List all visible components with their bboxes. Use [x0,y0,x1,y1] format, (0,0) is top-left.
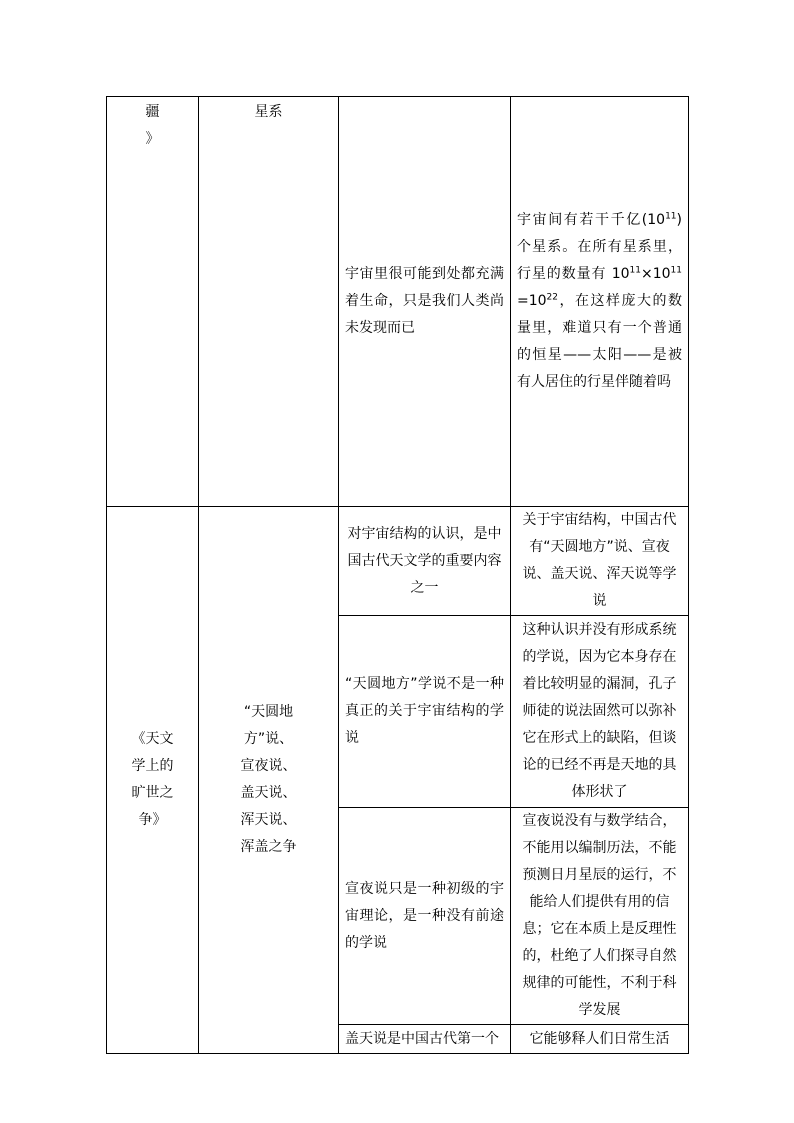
viewpoint-cell [339,808,511,1025]
evidence-cell [511,1025,689,1054]
viewpoint-cell [339,507,511,616]
evidence-text: 关于宇宙结构，中国古代有“天圆地方”说、宣夜说、盖天说、浑天说等学说 [522,512,677,609]
work-title-cell [107,507,199,1054]
content-table [106,96,689,1054]
topic-text: 星系 [254,104,283,120]
table-row [107,97,689,507]
topic-text: “天圆地方”说、宣夜说、盖天说、浑天说、浑盖之争 [240,704,297,855]
viewpoint-cell [339,97,511,507]
viewpoint-text: 宇宙里很可能到处都充满着生命，只是我们人类尚未发现而已 [345,266,504,336]
topic-cell [199,507,339,1054]
evidence-text: 这种认识并没有形成系统的学说，因为它本身存在着比较明显的漏洞，孔子师徒的说法固然可以弥补它在形式上的缺陷，但谈论的已经不再是天地的具体形状了 [522,622,677,800]
work-title-cell [107,97,199,507]
work-title-text: 疆 》 [145,104,160,147]
evidence-text: 它能够释人们日常生活 [529,1030,670,1047]
evidence-text: 宣夜说没有与数学结合，不能用以编制历法，不能预测日月星辰的运行，不能给人们提供有用的信息；它在本质上是反理性的，杜绝了人们探寻自然规律的可能性，不利于科学发展 [522,813,677,1018]
evidence-cell [511,808,689,1025]
viewpoint-cell [339,1025,511,1054]
viewpoint-text: 宣夜说只是一种初级的宇宙理论，是一种没有前途的学说 [345,880,504,951]
evidence-cell [511,507,689,616]
viewpoint-text: 对宇宙结构的认识，是中国古代天文学的重要内容之一 [347,525,502,596]
topic-cell [199,97,339,507]
evidence-cell [511,97,689,507]
table-row [107,507,689,616]
work-title-text: 《天文学上的旷世之争》 [131,731,174,828]
viewpoint-text: “天圆地方”学说不是一种真正的关于宇宙结构的学说 [345,676,504,746]
viewpoint-text: 盖天说是中国古代第一个 [345,1030,499,1047]
viewpoint-cell [339,616,511,808]
evidence-cell [511,616,689,808]
evidence-text: 宇宙间有若干千亿$(10^{11})$个星系。在所有星系里，行星的数量有 $10^{11}\times 10^{11}=10^{22}$，在这样庞大的数量里，难道只有一个普通的恒星——太阳——是被有人居住的行星伴随着吗 [517,211,682,390]
